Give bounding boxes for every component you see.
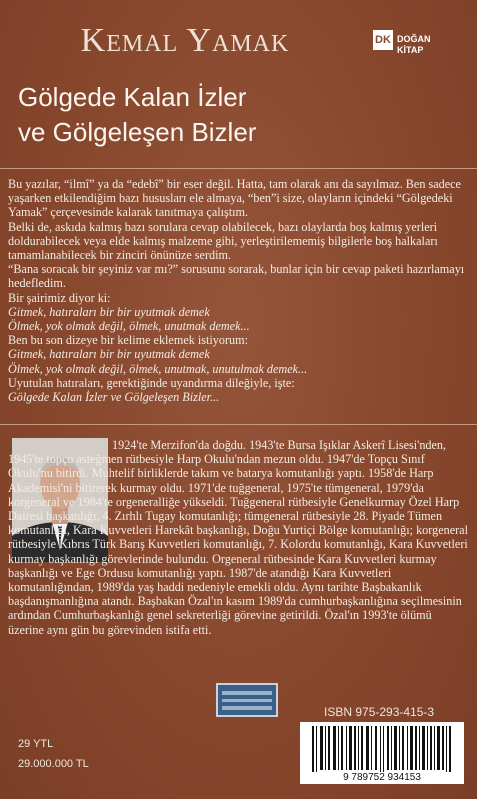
barcode-number: 9 789752 934153 xyxy=(300,772,464,783)
price-tl: 29.000.000 TL xyxy=(18,758,89,770)
author-name: Kemal Yamak xyxy=(80,22,290,59)
intro-text xyxy=(8,177,470,404)
book-title-line1: Gölgede Kalan İzler xyxy=(18,82,247,112)
poem-line: Gitmek, hatıraları bir bir uyutmak demek xyxy=(8,347,210,362)
poem-line: Ölmek, yok olmak değil, ölmek, unutmak, unutulmak demek... xyxy=(8,361,308,376)
barcode-bars xyxy=(300,722,464,774)
isbn: ISBN 975-293-415-3 xyxy=(324,705,435,719)
intro-paragraph: Ben bu son dizeye bir kelime eklemek istiyorum: xyxy=(8,333,248,348)
publisher-mark: DK xyxy=(373,30,393,50)
intro-closing: Gölgede Kalan İzler ve Gölgeleşen Bizler... xyxy=(8,390,220,405)
middle-divider xyxy=(0,424,477,425)
book-title-line2: ve Gölgeleşen Bizler xyxy=(18,117,257,147)
publisher-name-line1: DOĞAN xyxy=(397,34,431,44)
poem-line: Ölmek, yok olmak değil, ölmek, unutmak demek... xyxy=(8,319,250,334)
biography-text: 1924'te Merzifon'da doğdu. 1943'te Bursa Işıklar Askerî Lisesi'nden, 1945'te topçu asteğmen rütbesiyle Harp Okulu'ndan mezun oldu. 1947'de Topçu Sınıf Okulu'nu bitirdi. Muhtelif birliklerde takım ve batarya komutanlığı yaptı. 1958'de Harp Akademisi'ni bitirerek kurmay oldu. 1971'de tuğgeneral, 1975'te tümgeneral, 1979'da korgeneral ve 1984'te orgeneralliğe yükseldi. Tuğgeneral rütbesiyle Genelkurmay Özel Harp Dairesi başkanlığı, 4. Zırhlı Tugay komutanlığı; tümgeneral rütbesiyle 28. Piyade Tümen komutanlığı, Kara Kuvvetleri Harekât başkanlığı, Doğu Yurtiçi Bölge komutanlığı; korgeneral rütbesiyle Kıbrıs Türk Barış Kuvvetleri komutanlığı, 7. Kolordu komutanlığı, Kara Kuvvetleri kurmay başkanlığı görevlerinde bulundu. Orgeneral rütbesinde Kara Kuvvetleri kurmay başkanlığı ve Ege Ordusu komutanlığı yaptı. 1987'de atandığı Kara Kuvvetleri komutanlığından, 1989'da yaş haddi nedeniyle emekli oldu. Aynı tarihte Başbakanlık başdanışmanlığına atandı. Başbakan Özal'ın kasım 1989'da cumhurbaşkanlığına seçilmesinin ardından Cumhurbaşkanlığı genel sekreterliği görevine getirildi. Özal'ın 1993'te ölümü üzerine aynı gün bu görevinden istifa etti. xyxy=(8,438,468,637)
intro-paragraph: Bu yazılar, “ilmî” ya da “edebî” bir eser değil. Hatta, tam olarak anı da sayılmaz. Ben sadece yaşarken etkilendiğim bazı hususları ele almaya, “ben”i size, olayların içindeki “Gölgedeki Yamak” çerçevesinde kalarak tanıtmaya çalıştım. xyxy=(8,177,461,220)
intro-paragraph: Uyutulan hatıraları, gerektiğinde uyandırma dileğiyle, işte: xyxy=(8,375,295,390)
price-sticker xyxy=(216,683,278,717)
poem-line: Gitmek, hatıraları bir bir uyutmak demek xyxy=(8,304,210,319)
publisher-logo xyxy=(373,30,453,64)
publisher-name-line2: KİTAP xyxy=(397,45,424,55)
author-biography xyxy=(8,438,470,637)
intro-paragraph: Belki de, askıda kalmış bazı sorulara cevap olabilecek, bazı olaylarda boş kalmış yerleri doldurabilecek veya elde kalmış malzeme gibi, yerleştirilememiş bilgilerle boş halkaları tamamlanabilecek bir zinciri önünüze serdim. xyxy=(8,219,438,263)
price-ytl: 29 YTL xyxy=(18,738,54,750)
intro-paragraph: Bir şairimiz diyor ki: xyxy=(8,290,111,305)
intro-paragraph: “Bana soracak bir şeyiniz var mı?” sorusunu sorarak, bunlar için bir cevap paketi hazırlamayı hedefledim. xyxy=(8,262,465,291)
top-divider xyxy=(0,168,477,169)
